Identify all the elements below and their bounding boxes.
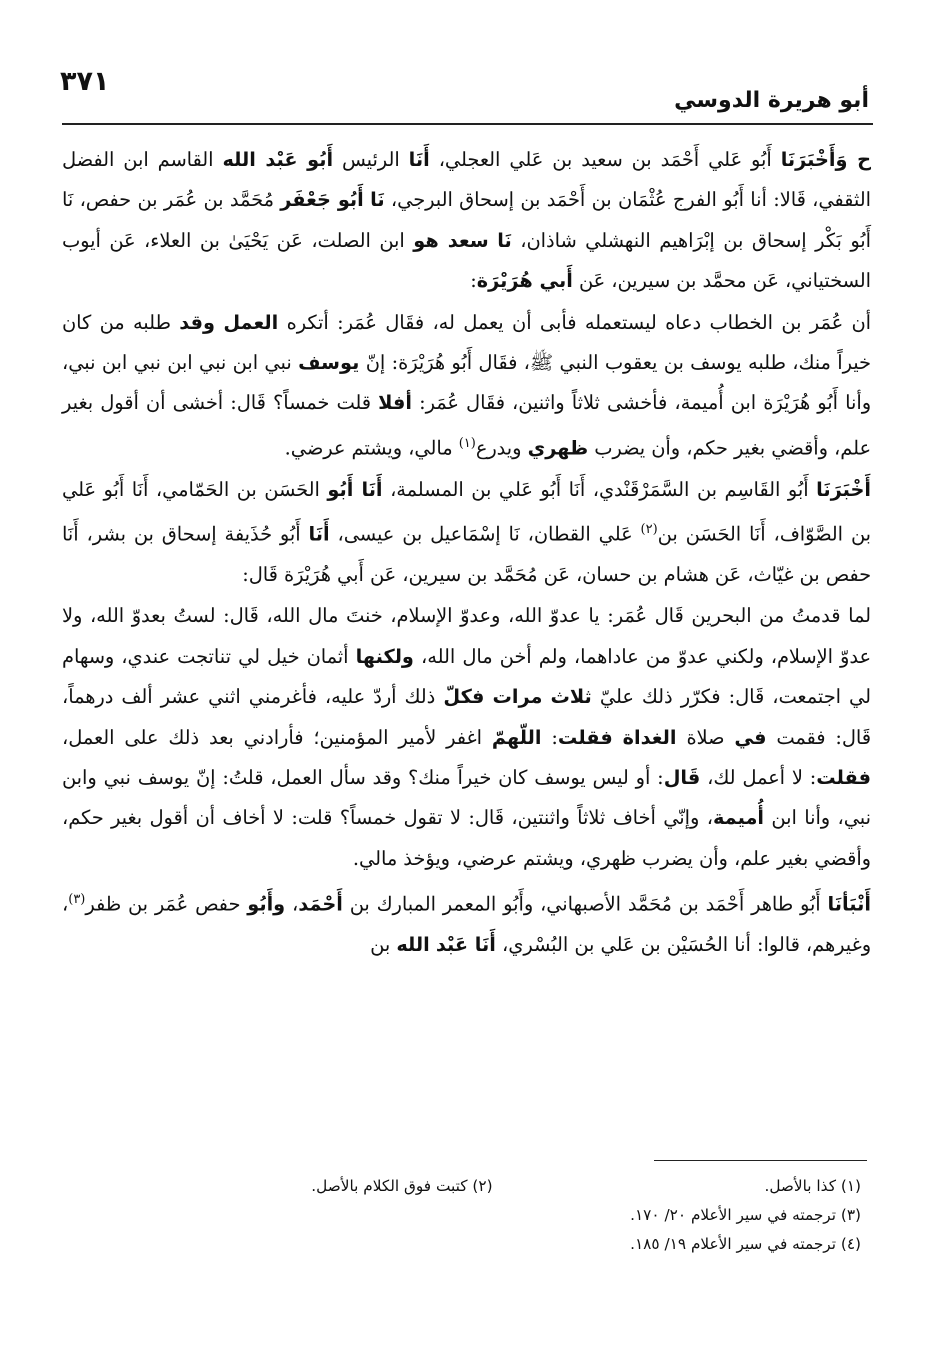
footnote-1: (١) كذا بالأصل. (764, 1177, 861, 1195)
paragraph (62, 470, 871, 596)
highlighted-term: فقلت (557, 725, 613, 749)
highlighted-term: في (734, 725, 767, 749)
highlighted-term: ثلاث (550, 685, 592, 709)
highlighted-term: أَبي هُرَيْرَة (476, 269, 573, 293)
text-run: عَلي القطان، نَا إسْمَاعيل بن عيسى، (329, 522, 641, 546)
highlighted-term: الغداة (622, 725, 677, 749)
footnotes (60, 1172, 861, 1259)
highlighted-term: ظهري (527, 436, 589, 460)
footnote-2: (٢) كتبت فوق الكلام بالأصل. (311, 1177, 493, 1195)
running-title: أبو هريرة الدوسي (674, 88, 869, 113)
paragraph (62, 140, 871, 302)
main-text (62, 140, 871, 966)
text-run: صلاة (676, 725, 735, 749)
text-run: أَبُو حُذَيفة إسحاق بن بشر، أَنَا حفص بن غيّاث، عَن هشام بن حسان، عَن مُحَمَّد بن سيرين، عَن أَبي هُرَيْرَة قَال: (62, 522, 871, 586)
highlighted-term: أَبُو جَعْفَر (280, 188, 364, 212)
text-run: أن عُمَر بن الخطاب دعاه ليستعمله فأبى أن يعمل له، فقَال عُمَر: أتكره (278, 310, 871, 334)
text-run: لما قدمتُ من البحرين قَال عُمَر: يا عدوّ الله، وعدوّ الإسلام، خنتَ مال الله، قَال: لستُ بعدوّ الله، ولا عدوّ الإسلام، ولكني عدوّ من عاداهما، ولم أخن مال الله، (62, 604, 871, 668)
footnote-row (60, 1172, 861, 1201)
text-run: ، وغيرهم، قالوا: أنا الحُسَيْن بن عَلي بن البُسْري، (62, 892, 871, 956)
highlighted-term: وقد (179, 310, 215, 334)
text-run: حفص عُمَر بن ظفر (85, 892, 248, 916)
highlighted-term: الله (396, 932, 430, 956)
text-run: ابن الصلت، عَن يَحْيَىٰ بن العلاء، عَن أيوب السختياني، عَن محمَّد بن سيرين، عَن (62, 228, 871, 293)
text-run: ذلك أردّ عليه، فأغرمني اثني عشر ألف درهماً، قَال: فقمت (62, 685, 871, 749)
page-number: ٣٧١ (60, 66, 110, 97)
highlighted-term: اللّهمّ (491, 725, 542, 749)
highlighted-term: فقلت (816, 765, 871, 789)
header-rule (62, 123, 873, 125)
footnote-marker: (١) (458, 435, 476, 451)
text-run: الرئيس (333, 148, 409, 171)
text-run: : أو ليس يوسف كان خيراً منك؟ وقد سأل العمل، قلتُ: إنّ يوسف نبي وابن نبي، وأنا ابن (62, 765, 871, 830)
text-run: : لا أعمل لك، (700, 765, 817, 789)
highlighted-term: العمل (223, 310, 279, 334)
highlighted-term: نَا (497, 228, 512, 252)
highlighted-term: ح وَأَخْبَرَنَا (780, 148, 871, 171)
text-run: طلبه من كان خيراً منك، طلبه يوسف بن يعقوب النبي ﷺ، فقَال أَبُو هُرَيْرَة: إنّ (62, 310, 871, 375)
highlighted-term: أفلا (378, 391, 413, 415)
highlighted-term: قَال (663, 765, 701, 789)
text-run: اغفر لأمير المؤمنين؛ فأرادني بعد ذلك على العمل، (62, 725, 492, 749)
highlighted-term: أَبُو عَبْد الله (222, 148, 334, 171)
text-run: : (541, 725, 558, 749)
text-run: أَبُو القَاسِم بن السَّمَرْقَنْدي، أَنَا أَبُو عَلي بن المسلمة، (382, 477, 817, 501)
text-run: القاسم ابن الفضل الثقفي، قَالا: أنا أَبُو الفرج عُثْمَان بن أَحْمَد بن إسحاق البرجي، (62, 148, 871, 212)
highlighted-term: وأَبُو (247, 892, 286, 916)
paragraph (62, 880, 871, 965)
highlighted-term: أَنَا (308, 522, 330, 546)
footnote-rule (654, 1160, 867, 1161)
highlighted-term: أَنَا عَبْد (435, 932, 496, 956)
highlighted-term: ولكنها (355, 644, 414, 668)
text-run (542, 685, 550, 708)
highlighted-term: أَحْمَد (298, 892, 343, 916)
highlighted-term: أَخْبَرَنَا (816, 477, 871, 501)
footnote-marker: (٢) (640, 522, 658, 538)
highlighted-term: يوسف (298, 351, 360, 375)
highlighted-term: مرات (492, 685, 543, 709)
text-run: : (470, 269, 477, 293)
paragraph (62, 596, 871, 879)
text-run: ، وإنّي أخاف ثلاثاً واثنتين، قَال: لا تقول خمساً؟ قلت: لا أخاف أن أقول بغير حكم، وأقضي بغير علم، وأن يضرب ظهري، ويشتم عرضي، ويؤخذ مالي. (62, 806, 871, 870)
footnote-3: (٣) ترجمته في سير الأعلام ٢٠/ ١٧٠. (630, 1206, 861, 1224)
paragraph (62, 303, 871, 469)
text-run: أثمان خيل لي تناتجت عندي، وسهام لي اجتمعت، قَال: فكرّر ذلك عليّ (62, 644, 871, 709)
text-run: ، (285, 892, 299, 916)
footnote-4: (٤) ترجمته في سير الأعلام ١٩/ ١٨٥. (630, 1235, 861, 1253)
text-run: نبي ابن نبي ابن نبي ابن نبي، وأنا أَبُو هُرَيْرَة ابن أُميمة، فأخشى ثلاثاً واثنين، فقَال عُمَر: (62, 351, 872, 415)
text-run: بن (370, 932, 397, 956)
text-run: مُحَمَّد بن عُمَر بن حفص، نَا أَبُو بَكْر إسحاق بن إبْرَاهيم النهشلي شاذان، (62, 188, 872, 252)
highlighted-term: أَنْبَأنَا (827, 892, 871, 916)
highlighted-term: سعد هو (413, 228, 489, 252)
highlighted-term: فكلّ (443, 685, 485, 709)
highlighted-term: أَنَا (408, 148, 430, 171)
text-run: الحَسَن بن الحَمّامي، أَنَا أَبُو عَلي بن الصَّوّاف، أَنَا الحَسَن بن (62, 477, 871, 546)
text-run (613, 726, 623, 749)
highlighted-term: نَا (370, 188, 385, 212)
text-run: أَبُو عَلي أَحْمَد بن سعيد بن عَلي العجلي، (429, 148, 781, 171)
text-run: مالي، ويشتم عرضي. (284, 436, 459, 460)
text-run: أَبُو طاهر أَحْمَد بن مُحَمَّد الأصبهاني، وأَبُو المعمر المبارك بن (342, 892, 828, 916)
highlighted-term: أُميمة (712, 806, 765, 830)
highlighted-term: أَنَا أَبُو (327, 477, 383, 501)
text-run: ويدرع (475, 436, 528, 460)
footnote-marker: (٣) (68, 892, 86, 908)
text-run (484, 685, 492, 708)
text-run: قلت خمساً؟ قَال: أخشى أن أقول بغير علم، وأقضي بغير حكم، وأن يضرب (62, 391, 871, 460)
